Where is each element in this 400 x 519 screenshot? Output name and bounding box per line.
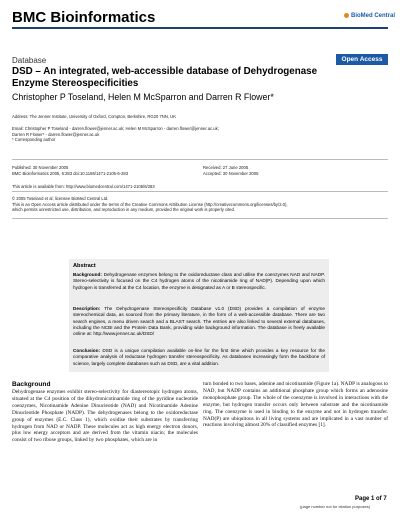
received-date: Received: 27 June 2005	[203, 165, 249, 170]
abstract-background-text: Dehydrogenase enzymes belong to the oxidoreductase class and utilise the coenzymes NAD and NADP. Stereo-selectivity is focused on the C4 hydrogen atoms of the nicotinamide ring of NAD(P). Depending upon which hydrogen is transferred at the C4 location, the enzyme is designated as A or B stereospecific.	[73, 272, 325, 290]
open-access-badge: Open Access	[336, 54, 388, 65]
authors: Christopher P Toseland, Helen M McSparron and Darren R Flower*	[12, 92, 274, 102]
abstract-background	[73, 272, 325, 291]
article-url[interactable]: This article is available from: http://www.biomedcentral.com/1471-2105/6/283	[12, 184, 155, 189]
abstract-conclusion-label: Conclusion:	[73, 348, 101, 353]
published-date: Published: 30 November 2005	[12, 165, 69, 170]
corresponding-author: * Corresponding author	[12, 137, 56, 143]
logo-mark-icon	[344, 13, 349, 18]
copyright: © 2005 Toseland et al; licensee BioMed Central Ltd.	[12, 196, 109, 201]
section-label: Database	[12, 56, 47, 65]
abstract-description-label: Description:	[73, 306, 101, 311]
divider	[12, 191, 388, 192]
abstract-background-label: Background:	[73, 272, 102, 277]
body-left-column: Dehydrogenase enzymes exhibit stereo-selectivity for diastereotopic hydrogen atoms, situated at the C4 position of the dihydronicotinamide ring of the pyridine nucleotide coenzymes, Nicotinamide Adenine Dinucleotide (NAD) and Nicotinamide Adenine Dinucleotide Phosphate (NADP). The dehydrogenases belong to the oxidoreductase group of enzymes (E.C. Class 1), which oxidise their substrates by transferring hydrogen from NAD or NADP. These molecules act as high energy electron donors, plus low energy acceptors and are derived from the vitamin niacin; the molecules consist of two ribose groups, linked by two phosphates, which are in	[12, 389, 198, 444]
journal-title: BMC Bioinformatics	[12, 9, 156, 26]
article-title	[12, 66, 388, 90]
divider	[12, 159, 388, 160]
accepted-date: Accepted: 30 November 2005	[203, 170, 259, 176]
page-number: Page 1 of 7	[355, 496, 387, 502]
abstract-conclusion-text: DSD is a unique compilation available on-line for the first time which provides a key resource for the comparative analysis of reductase hydrogen transfer stereospecificity. As databases increasingly form the backbone of science, largely complete databases such as DSD, are a vital addition.	[73, 348, 325, 366]
address: Address: The Jenner Institute, University of Oxford, Compton, Berkshire, RG20 7NN, UK	[12, 114, 176, 119]
publication-info	[12, 165, 192, 176]
abstract-description-text: The Dehydrogenase Stereospecificity Database v1.0 (DSD) provides a compilation of enzyme stereochemical data, as sourced from the primary literature, in the form of a web-accessible database. There are two search engines, a menu driven search and a BLAST search. The entries are also linked to several external databases, including the NCBI and the Protein Data Bank, providing wide background information. The database is freely available online at: http://www.jenner.ac.uk/DSD/	[73, 306, 325, 337]
email-line-1: Email: Christopher P Toseland - darren.flower@jenner.ac.uk; Helen M McSparron - darren.flower@jenner.ac.uk;	[12, 126, 219, 131]
email-line-2: Darren R Flower* - darren.flower@jenner.ac.uk	[12, 131, 100, 137]
dates-info	[203, 165, 388, 176]
title-line-1: DSD – An integrated, web-accessible database of Dehydrogenase	[12, 66, 318, 77]
publisher-logo-text: BioMed Central	[351, 13, 396, 20]
license-line-1: This is an Open Access article distributed under the terms of the Creative Commons Attribution License (http://creativecommons.org/licenses/by/2.0),	[12, 201, 288, 207]
citation: BMC Bioinformatics 2005, 6:283 doi:10.1186/1471-2105-6-283	[12, 170, 129, 176]
page-note: (page number not for citation purposes)	[300, 504, 371, 509]
title-line-2: Enzyme Stereospecificities	[12, 78, 139, 89]
divider	[12, 218, 388, 219]
header-rule	[12, 27, 388, 29]
license-line-2: which permits unrestricted use, distribution, and reproduction in any medium, provided the original work is properly cited.	[12, 207, 235, 213]
publisher-logo	[344, 13, 395, 19]
license-block	[12, 196, 388, 213]
body-right-column: turn bonded to two bases, adenine and nicotinamide (Figure 1a). NADP is analogous to NAD, but NADP contains an additional phosphate group which forms an adenosine monophosphate group. The whole of the coenzyme is involved in interactions with the enzyme, but hydrogen transfer occurs only between substrate and the nicotinamide ring. The coenzyme is used in binding to the enzyme and not in hydrogen transfer. NAD(P) are ubiquitous in all living systems and are implicated in a vast number of reactions involving almost 20% of classified enzymes [1].	[203, 381, 389, 429]
email-block	[12, 126, 388, 143]
abstract-conclusion	[73, 348, 325, 367]
abstract-description	[73, 306, 325, 337]
abstract-heading: Abstract	[73, 263, 96, 269]
background-heading: Background	[12, 381, 51, 388]
